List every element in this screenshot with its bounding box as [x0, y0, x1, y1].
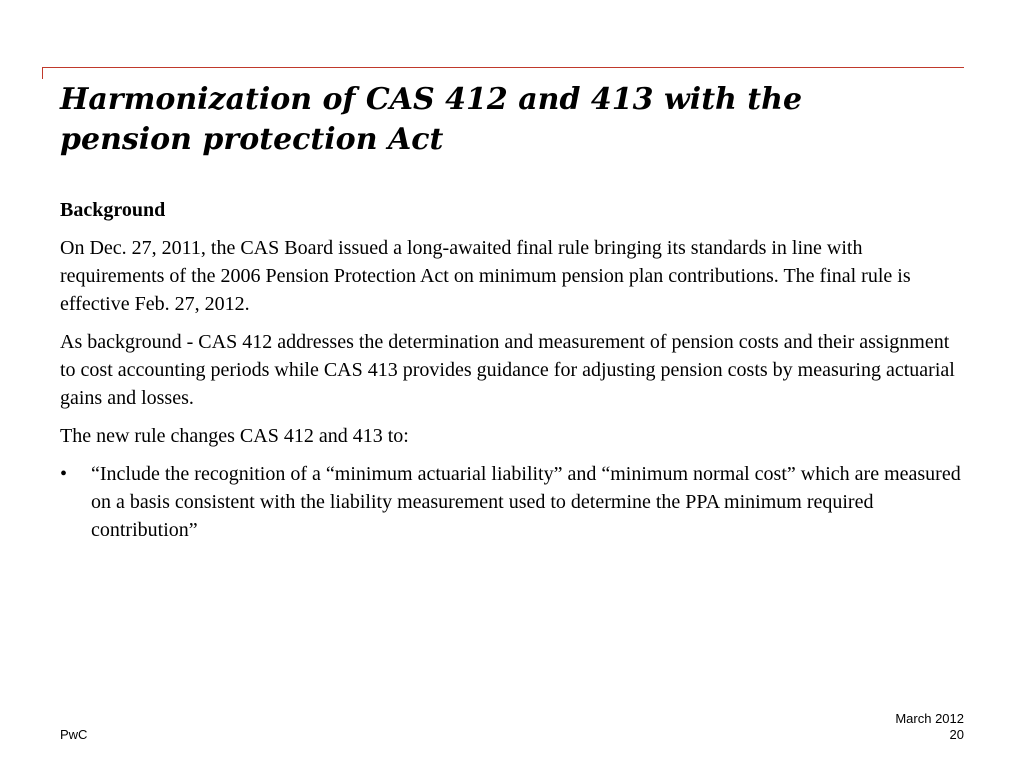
slide-title-line-1: Harmonization of CAS 412 and 413 with the: [60, 82, 803, 117]
page-number: 20: [949, 727, 964, 742]
footer-date: March 2012: [895, 711, 964, 726]
footer-meta: [895, 711, 964, 743]
slide-title: [60, 80, 940, 160]
paragraph-2: As background - CAS 412 addresses the determination and measurement of pension costs and their assignment to cost accounting periods while CAS 413 provides guidance for adjusting pension costs by measuring actuarial gains and losses.: [60, 331, 955, 409]
list-item: [60, 460, 964, 544]
bullet-icon: •: [60, 463, 68, 485]
header-rule: [42, 67, 964, 68]
footer-brand: PwC: [60, 727, 88, 742]
paragraph-1: On Dec. 27, 2011, the CAS Board issued a long-awaited final rule bringing its standards in line with requirements of the 2006 Pension Protection Act on minimum pension plan contributions. The final rule is effective Feb. 27, 2012.: [60, 237, 911, 315]
slide-body: [60, 196, 964, 544]
paragraph-3: The new rule changes CAS 412 and 413 to:: [60, 425, 409, 447]
slide-title-line-2: pension protection Act: [60, 122, 444, 157]
bullet-list: [60, 460, 964, 544]
bullet-text: “Include the recognition of a “minimum actuarial liability” and “minimum normal cost” which are measured on a basis consistent with the liability measurement used to determine the PPA minimum required contribution”: [91, 463, 961, 541]
section-heading: Background: [60, 199, 166, 221]
header-rule-tick: [42, 67, 43, 79]
